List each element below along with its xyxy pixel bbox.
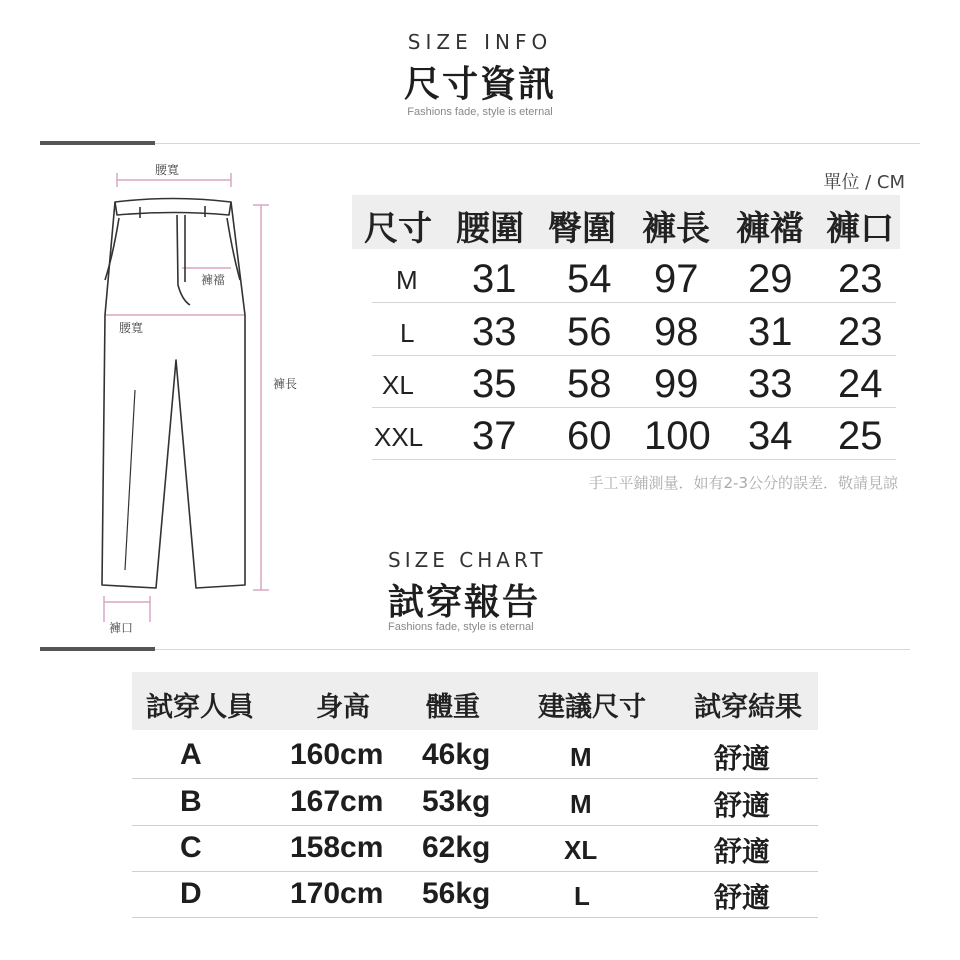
person: B: [180, 785, 202, 818]
rise-value: 29: [748, 257, 793, 301]
header-weight: 體重: [426, 692, 480, 723]
person: A: [180, 738, 202, 771]
header-rise: 褲襠: [736, 209, 804, 249]
person: C: [180, 831, 202, 864]
header-hip: 臀圍: [548, 209, 616, 249]
length-value: 99: [654, 362, 699, 406]
height: 160cm: [290, 738, 384, 771]
hem-value: 25: [838, 414, 883, 458]
size-info-tagline: Fashions fade, style is eternal: [407, 106, 553, 118]
waist-top-label: 腰寬: [155, 163, 180, 177]
header-hem: 褲口: [826, 209, 894, 249]
hem-value: 23: [838, 310, 883, 354]
size-row: [372, 253, 896, 303]
rise-label: 褲襠: [201, 273, 226, 287]
size-info-title-zh: 尺寸資訊: [403, 64, 556, 105]
hip-value: 54: [567, 257, 612, 301]
suggested-size: XL: [564, 835, 598, 865]
pants-diagram: [95, 160, 335, 650]
rise-value: 31: [748, 310, 793, 354]
size-row: [372, 410, 896, 460]
divider-accent: [40, 141, 155, 145]
hem-label: 褲口: [109, 621, 134, 635]
header-person: 試穿人員: [146, 692, 254, 723]
fit-table-header: [132, 672, 818, 730]
suggested-size: L: [574, 881, 590, 911]
header-waist: 腰圍: [456, 209, 524, 249]
header-result: 試穿結果: [694, 692, 802, 723]
fit-row: [132, 872, 818, 918]
suggested-size: M: [570, 742, 592, 772]
hem-value: 24: [838, 362, 883, 406]
height: 170cm: [290, 877, 384, 910]
waist-value: 31: [472, 257, 517, 301]
size-chart-title-zh: 試穿報告: [388, 582, 541, 623]
weight: 53kg: [422, 785, 491, 818]
unit-label: 單位 / CM: [823, 172, 905, 193]
size-row: [372, 358, 896, 408]
size-chart-tagline: Fashions fade, style is eternal: [388, 621, 534, 633]
height: 158cm: [290, 831, 384, 864]
person: D: [180, 877, 202, 910]
length-value: 98: [654, 310, 699, 354]
header-suggested-size: 建議尺寸: [538, 692, 646, 723]
header-size: 尺寸: [364, 209, 432, 249]
divider: [40, 649, 910, 650]
result: 舒適: [714, 835, 771, 868]
result: 舒適: [714, 881, 771, 914]
size-label: M: [396, 265, 418, 295]
length-value: 97: [654, 257, 699, 301]
pants-outline: [102, 199, 245, 589]
hip-value: 56: [567, 310, 612, 354]
size-row: [372, 306, 896, 356]
divider-accent: [40, 647, 155, 651]
weight: 62kg: [422, 831, 491, 864]
size-label: XL: [382, 370, 414, 400]
weight: 46kg: [422, 738, 491, 771]
length-label: 褲長: [273, 377, 298, 391]
header-height: 身高: [316, 692, 370, 723]
length-value: 100: [644, 414, 711, 458]
waist-value: 33: [472, 310, 517, 354]
fit-row: [132, 826, 818, 872]
fit-row: [132, 780, 818, 826]
result: 舒適: [714, 789, 771, 822]
waist-value: 35: [472, 362, 517, 406]
size-label: XXL: [374, 422, 424, 452]
result: 舒適: [714, 742, 771, 775]
size-label: L: [400, 318, 415, 348]
hip-label: 腰寬: [119, 321, 144, 335]
rise-value: 33: [748, 362, 793, 406]
hip-value: 58: [567, 362, 612, 406]
fit-row: [132, 733, 818, 779]
waist-value: 37: [472, 414, 517, 458]
length-measure-line: [253, 205, 269, 590]
size-info-title-en: SIZE INFO: [407, 30, 553, 54]
header-length: 褲長: [642, 209, 710, 249]
divider: [40, 143, 920, 144]
size-chart-title-en: SIZE CHART: [388, 548, 547, 572]
hem-value: 23: [838, 257, 883, 301]
hip-value: 60: [567, 414, 612, 458]
height: 167cm: [290, 785, 384, 818]
hem-measure-line: [104, 596, 150, 622]
size-table-header: [352, 195, 900, 249]
suggested-size: M: [570, 789, 592, 819]
measurement-note: 手工平鋪測量．如有2-3公分的誤差．敬請見諒: [588, 474, 898, 492]
rise-value: 34: [748, 414, 793, 458]
weight: 56kg: [422, 877, 491, 910]
